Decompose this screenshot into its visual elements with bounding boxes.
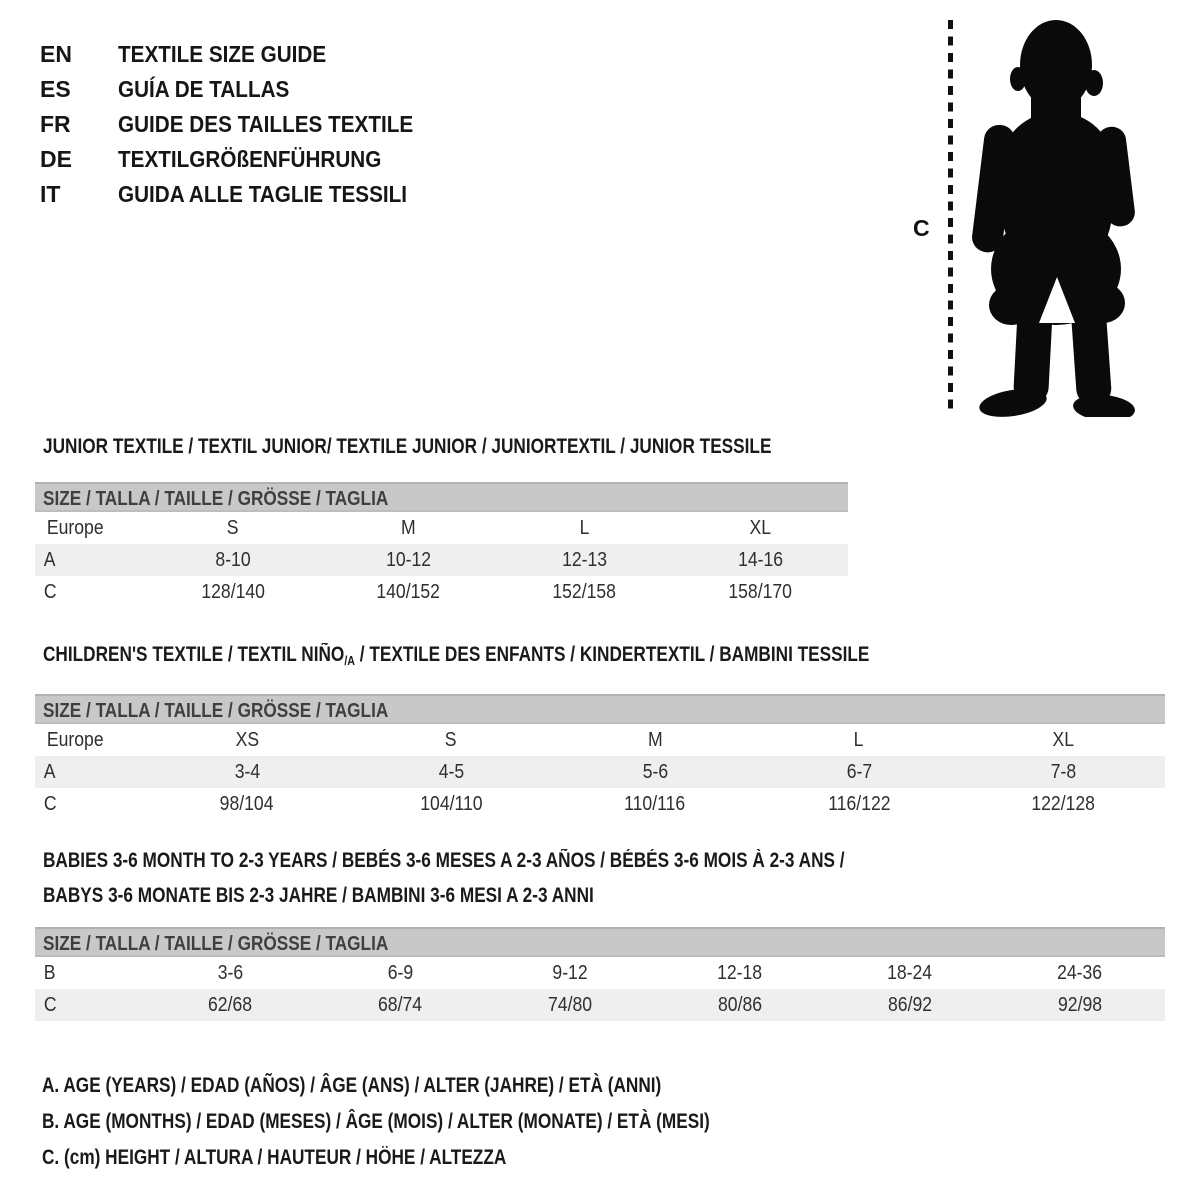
height-measure-label: C <box>913 215 930 241</box>
cell-value-text: 6-7 <box>846 760 872 783</box>
cell-value <box>145 517 321 540</box>
cell-value-text: 104/110 <box>419 792 483 815</box>
cell-value-text: 4-5 <box>438 760 464 783</box>
cell-value <box>145 793 349 816</box>
cell-value <box>321 517 497 540</box>
cell-value <box>349 761 553 784</box>
cell-value-text: 140/152 <box>376 580 441 603</box>
cell-value <box>825 962 995 985</box>
row-label-text: A <box>43 760 56 783</box>
cell-value <box>655 994 825 1017</box>
legend-line-b <box>42 1104 856 1140</box>
table-row <box>35 544 848 576</box>
row-label-text: C <box>43 580 57 603</box>
cell-value-text: 110/116 <box>624 792 686 815</box>
cell-value-text: 92/98 <box>1057 993 1103 1016</box>
cell-value-text: 6-9 <box>387 961 413 984</box>
language-row <box>40 72 446 107</box>
cell-value-text: 8-10 <box>215 548 251 571</box>
junior-size-table <box>35 482 848 608</box>
language-row <box>40 37 446 72</box>
cell-value-text: 10-12 <box>386 548 432 571</box>
cell-value <box>497 549 673 572</box>
cell-value-text: 12-18 <box>717 961 763 984</box>
size-header-text: SIZE / TALLA / TAILLE / GRÖSSE / TAGLIA <box>43 700 389 722</box>
cell-value-text: XL <box>749 516 771 539</box>
size-header-text: SIZE / TALLA / TAILLE / GRÖSSE / TAGLIA <box>43 933 389 955</box>
language-title: TEXTILGRÖßENFÜHRUNG <box>118 146 382 172</box>
language-code: EN <box>40 41 72 67</box>
cell-value-text: XL <box>1052 728 1074 751</box>
cell-value <box>349 729 553 752</box>
cell-value <box>315 994 485 1017</box>
cell-value-text: 74/80 <box>547 993 593 1016</box>
section-title-text <box>43 642 869 674</box>
cell-value <box>961 793 1165 816</box>
section-title <box>43 843 1165 878</box>
cell-value <box>497 517 673 540</box>
size-header-text: SIZE / TALLA / TAILLE / GRÖSSE / TAGLIA <box>43 488 389 510</box>
cell-value <box>995 994 1165 1017</box>
size-header-bar <box>35 482 848 512</box>
language-row <box>40 107 446 142</box>
cell-value <box>553 793 757 816</box>
cell-value <box>825 994 995 1017</box>
section-babies-textile <box>35 843 1165 1021</box>
legend-line-a <box>42 1068 856 1104</box>
cell-value-text: S <box>227 516 239 539</box>
cell-value-text: 86/92 <box>887 993 933 1016</box>
language-title: GUIDE DES TAILLES TEXTILE <box>118 111 414 137</box>
cell-value-text: S <box>445 728 457 751</box>
cell-value <box>757 761 961 784</box>
cell-value <box>757 793 961 816</box>
section-title <box>43 878 1165 913</box>
row-label <box>35 793 145 816</box>
section-title <box>43 642 1165 674</box>
row-label-text: Europe <box>46 516 104 539</box>
section-title-text: BABIES 3-6 MONTH TO 2-3 YEARS / BEBÉS 3-6 MESES A 2-3 AÑOS / BÉBÉS 3-6 MOIS À 2-3 ANS / <box>43 849 845 872</box>
cell-value <box>145 994 315 1017</box>
section-childrens-textile <box>35 642 1165 820</box>
cell-value <box>995 962 1165 985</box>
cell-value-text: 7-8 <box>1050 760 1076 783</box>
cell-value <box>145 581 321 604</box>
cell-value <box>321 581 497 604</box>
cell-value-text: 5-6 <box>642 760 668 783</box>
title-part: CHILDREN'S TEXTILE / TEXTIL NIÑO <box>43 643 345 666</box>
cell-value-text: 3-4 <box>234 760 260 783</box>
cell-value <box>553 761 757 784</box>
cell-value-text: 24-36 <box>1057 961 1103 984</box>
cell-value <box>553 729 757 752</box>
cell-value <box>961 761 1165 784</box>
row-label <box>35 581 145 604</box>
cell-value-text: 3-6 <box>217 961 243 984</box>
language-title-list <box>40 37 446 212</box>
legend-text: A. AGE (YEARS) / EDAD (AÑOS) / ÂGE (ANS) / ALTER (JAHRE) / ETÀ (ANNI) <box>42 1074 662 1097</box>
cell-value-text: M <box>401 516 416 539</box>
legend-text: B. AGE (MONTHS) / EDAD (MESES) / ÂGE (MOIS) / ALTER (MONATE) / ETÀ (MESI) <box>42 1110 710 1133</box>
cell-value <box>145 549 321 572</box>
cell-value <box>321 549 497 572</box>
cell-value-text: 158/170 <box>728 580 792 603</box>
cell-value <box>655 962 825 985</box>
section-junior-textile <box>35 434 848 608</box>
cell-value <box>145 729 349 752</box>
cell-value-text: 116/122 <box>827 792 891 815</box>
title-subscript: /A <box>344 653 355 668</box>
toddler-silhouette-icon <box>963 17 1143 417</box>
cell-value <box>757 729 961 752</box>
row-label-text: Europe <box>46 728 104 751</box>
legend-line-c <box>42 1140 856 1176</box>
cell-value-text: 9-12 <box>552 961 588 984</box>
table-row <box>35 756 1165 788</box>
cell-value-text: 12-13 <box>561 548 607 571</box>
section-title-text: JUNIOR TEXTILE / TEXTIL JUNIOR/ TEXTILE JUNIOR / JUNIORTEXTIL / JUNIOR TESSILE <box>43 435 772 458</box>
cell-value-text: 128/140 <box>201 580 265 603</box>
table-row <box>35 576 848 608</box>
height-figure <box>905 15 1155 420</box>
cell-value <box>485 962 655 985</box>
cell-value <box>961 729 1165 752</box>
legend-text: C. (cm) HEIGHT / ALTURA / HAUTEUR / HÖHE / ALTEZZA <box>42 1146 507 1169</box>
cell-value-text: 98/104 <box>220 792 274 815</box>
cell-value <box>497 581 673 604</box>
language-title: GUIDA ALLE TAGLIE TESSILI <box>118 181 408 207</box>
language-title: GUÍA DE TALLAS <box>118 76 290 102</box>
row-label <box>35 517 145 540</box>
cell-value-text: 18-24 <box>887 961 933 984</box>
row-label <box>35 962 145 985</box>
row-label-text: C <box>43 993 57 1016</box>
language-title: TEXTILE SIZE GUIDE <box>118 41 327 67</box>
cell-value <box>145 962 315 985</box>
table-row <box>35 724 1165 756</box>
language-code: IT <box>40 181 61 207</box>
row-label <box>35 549 145 572</box>
language-row <box>40 142 446 177</box>
row-label-text: C <box>43 792 57 815</box>
cell-value <box>349 793 553 816</box>
cell-value-text: 80/86 <box>717 993 763 1016</box>
language-code: DE <box>40 146 72 172</box>
cell-value-text: 122/128 <box>1031 792 1095 815</box>
language-code: FR <box>40 111 71 137</box>
cell-value <box>672 517 848 540</box>
language-row <box>40 177 446 212</box>
section-title <box>43 434 848 460</box>
row-label <box>35 729 145 752</box>
cell-value-text: 14-16 <box>737 548 783 571</box>
section-title-text: BABYS 3-6 MONATE BIS 2-3 JAHRE / BAMBINI 3-6 MESI A 2-3 ANNI <box>43 884 594 907</box>
cell-value-text: 68/74 <box>377 993 423 1016</box>
table-row <box>35 989 1165 1021</box>
cell-value <box>672 581 848 604</box>
cell-value <box>485 994 655 1017</box>
legend <box>42 1068 856 1176</box>
title-part: / TEXTILE DES ENFANTS / KINDERTEXTIL / BAMBINI TESSILE <box>354 643 870 666</box>
cell-value <box>145 761 349 784</box>
cell-value <box>672 549 848 572</box>
cell-value-text: M <box>647 728 663 751</box>
cell-value-text: L <box>579 516 590 539</box>
table-row <box>35 512 848 544</box>
size-header-bar <box>35 927 1165 957</box>
cell-value-text: XS <box>235 728 259 751</box>
cell-value-text: 62/68 <box>207 993 253 1016</box>
row-label-text: B <box>43 961 56 984</box>
cell-value <box>315 962 485 985</box>
babies-size-table <box>35 927 1165 1021</box>
row-label <box>35 761 145 784</box>
language-code: ES <box>40 76 71 102</box>
height-measure-line <box>948 20 953 415</box>
row-label-text: A <box>43 548 56 571</box>
size-header-bar <box>35 694 1165 724</box>
cell-value-text: 152/158 <box>552 580 617 603</box>
table-row <box>35 957 1165 989</box>
row-label <box>35 994 145 1017</box>
children-size-table <box>35 694 1165 820</box>
table-row <box>35 788 1165 820</box>
cell-value-text: L <box>854 728 864 751</box>
